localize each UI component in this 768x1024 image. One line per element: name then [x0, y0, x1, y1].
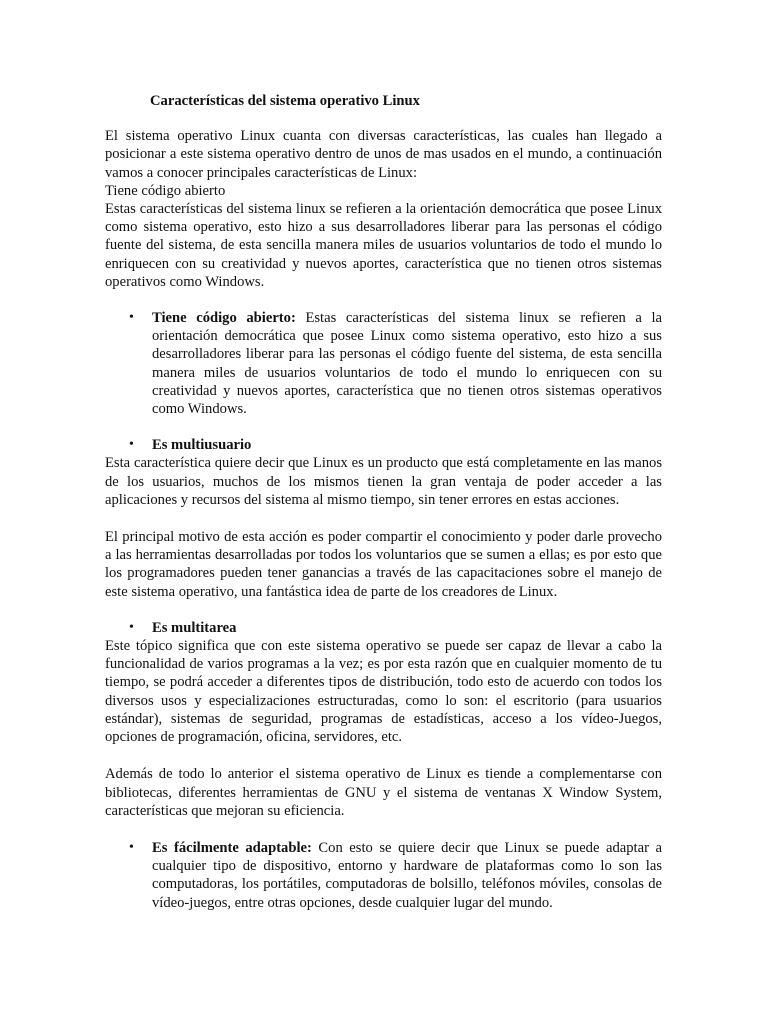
bullet-heading: Es fácilmente adaptable: [152, 839, 312, 856]
document-body [105, 92, 662, 912]
list-item-adaptable [105, 839, 662, 912]
list-item-multiusuario [105, 436, 662, 454]
subheading: Tiene código abierto [105, 182, 226, 199]
bullet-heading: Es multiusuario [152, 437, 252, 454]
list-item-multitarea [105, 619, 662, 637]
bullet-heading: Es multitarea [152, 619, 237, 636]
bullet-icon: • [129, 437, 134, 453]
bullet-icon: • [129, 310, 134, 326]
bullet-icon: • [129, 839, 134, 855]
intro-body-paragraph: Estas características del sistema linux se refieren a la orientación democrática que posee Linux como sistema operativo, esto hizo a sus desarrolladores liberar para las personas el código fuente del sistema, de esta sencilla manera miles de usuarios voluntarios de todo el mundo lo enriquecen con su creatividad y nuevos aportes, característica que no tienen otros sistemas operativos como Windows. [105, 201, 662, 290]
intro-paragraph: El sistema operativo Linux cuanta con diversas características, las cuales han llegado a posicionar a este sistema operativo dentro de unos de mas usados en el mundo, a continuación vamos a conocer principales características de Linux: [105, 128, 662, 181]
list-item-codigo-abierto [105, 309, 662, 418]
bullet-text [152, 309, 662, 418]
multitarea-paragraph-2: Además de todo lo anterior el sistema operativo de Linux es tiende a complementarse con bibliotecas, diferentes herramientas de GNU y el sistema de ventanas X Window System, características que mejoran su eficiencia. [105, 766, 662, 819]
document-title: Características del sistema operativo Linux [150, 93, 420, 109]
multitarea-paragraph-1: Este tópico significa que con este sistema operativo se puede ser capaz de llevar a cabo la funcionalidad de varios programas a la vez; es por esta razón que en cualquier momento de tu tiempo, se podrá acceder a diferentes tipos de distribución, todo esto de acuerdo con todos los diversos usos y especializaciones estructuradas, como lo son: el escritorio (para usuarios estándar), sistemas de seguridad, programas de estadísticas, acceso a los vídeo-Juegos, opciones de programación, oficina, servidores, etc. [105, 638, 662, 746]
bullet-text [152, 839, 662, 912]
bullet-body: Estas características del sistema linux se refieren a la orientación democrática que posee Linux como sistema operativo, esto hizo a sus desarrolladores liberar para las personas el código fuente del sistema, de esta sencilla manera miles de usuarios voluntarios de todo el mundo lo enriquecen con su creatividad y nuevos aportes, característica que no tienen otros sistemas operativos como Windows. [152, 310, 662, 418]
bullet-icon: • [129, 619, 134, 635]
bullet-body: Con esto se quiere decir que Linux se puede adaptar a cualquier tipo de dispositivo, entorno y hardware de plataformas como lo son las computadoras, los portátiles, computadoras de bolsillo, teléfonos móviles, consolas de vídeo-juegos, entre otras opciones, desde cualquier lugar del mundo. [152, 839, 662, 911]
multiusuario-paragraph-2: El principal motivo de esta acción es poder compartir el conocimiento y poder darle provecho a las herramientas desarrolladas por todos los voluntarios que se sumen a ellas; es por esto que los programadores pueden tener ganancias a través de las capacitaciones sobre el manejo de este sistema operativo, una fantástica idea de parte de los creadores de Linux. [105, 529, 662, 600]
bullet-heading: Tiene código abierto: [152, 310, 296, 327]
multiusuario-paragraph-1: Esta característica quiere decir que Linux es un producto que está completamente en las manos de los usuarios, muchos de los mismos tienen la gran ventaja de poder acceder a las aplicaciones y recursos del sistema al mismo tiempo, sin tener errores en estas acciones. [105, 455, 662, 508]
